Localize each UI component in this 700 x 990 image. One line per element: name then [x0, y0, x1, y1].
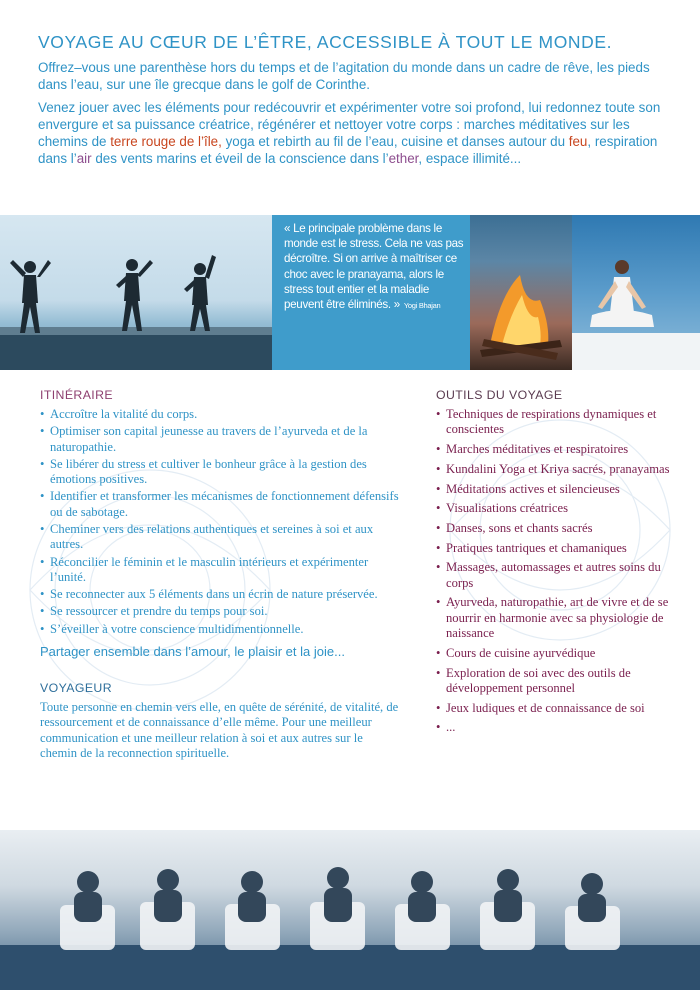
dancers-illustration [0, 215, 272, 370]
quote-author: Yogi Bhajan [403, 301, 441, 311]
list-item: • Se reconnecter aux 5 éléments dans un écrin de nature préservée. [40, 587, 405, 602]
list-item: • Se ressourcer et prendre du temps pour soi. [40, 604, 405, 619]
left-column [40, 388, 405, 761]
element-air: air [76, 151, 92, 166]
voyageur-text: Toute personne en chemin vers elle, en quête de sérénité, de vitalité, de ressourcement et de connaissance d’elle même. Pour une meilleur communication et une meilleur relation à soi et aux autres sur le chemin de la reconnection spirituelle. [40, 700, 399, 760]
list-item: • Identifier et transformer les mécanismes de fonctionnement défensifs ou de sabotage. [40, 489, 405, 520]
quote-body: « Le principale problème dans le monde est le stress. Cela ne vas pas décroître. Si on arrive à maîtriser ce choc avec le pranayama, alors le stress tout entier et la maladie peuvent être éliminés. » [284, 222, 464, 312]
list-item: • Visualisations créatrices [436, 501, 686, 516]
right-column [436, 388, 686, 740]
intro-text-part: des vents marins et éveil de la conscience dans l’ [91, 151, 389, 166]
itineraire-heading: ITINÉRAIRE [40, 388, 114, 402]
meditation-illustration [572, 215, 700, 370]
page-title: VOYAGE AU CŒUR DE L’ÊTRE, ACCESSIBLE À TOUT LE MONDE. [38, 32, 613, 52]
intro-text-part: , cuisine et danses autour du [393, 134, 569, 149]
outils-list [436, 407, 686, 736]
photo-band [0, 215, 700, 370]
list-item: • Jeux ludiques et de connaissance de soi [436, 701, 686, 716]
group-illustration [0, 830, 700, 990]
list-item: • Optimiser son capital jeunesse au travers de l’ayurveda et de la naturopathie. [40, 424, 405, 455]
list-item: • Méditations actives et silencieuses [436, 482, 686, 497]
list-item: • Ayurveda, naturopathie, art de vivre et de se nourrir en harmonie avec sa physiologie de naissance [436, 595, 686, 641]
element-terre: terre rouge de l’île, [110, 134, 222, 149]
list-item: • Marches méditatives et respiratoires [436, 442, 686, 457]
itineraire-list [40, 407, 405, 637]
intro-text-part: yoga et rebirth au fil de l’ [221, 134, 372, 149]
element-eau: eau [371, 134, 394, 149]
dancers-photo [0, 215, 272, 370]
group-in-water-photo [0, 830, 700, 990]
list-item: • Cours de cuisine ayurvédique [436, 646, 686, 661]
list-item: • Pratiques tantriques et chamaniques [436, 541, 686, 556]
intro-paragraph-2 [38, 99, 678, 167]
list-item: • Se libérer du stress et cultiver le bonheur grâce à la gestion des émotions positives. [40, 457, 405, 488]
list-item: • Accroître la vitalité du corps. [40, 407, 405, 422]
list-item: • Cheminer vers des relations authentiques et sereines à soi et aux autres. [40, 522, 405, 553]
list-item: • Kundalini Yoga et Kriya sacrés, pranayamas [436, 462, 686, 477]
itineraire-tagline: Partager ensemble dans l’amour, le plaisir et la joie... [40, 644, 345, 660]
campfire-illustration [470, 215, 572, 370]
quote-box [272, 215, 470, 370]
voyageur-heading: VOYAGEUR [40, 681, 112, 696]
element-feu: feu [568, 134, 588, 149]
list-item: • S’éveiller à votre conscience multidimentionnelle. [40, 622, 405, 637]
intro-text-part: , espace illimité... [418, 151, 522, 166]
intro-text-part: , respiration dans l’ [38, 134, 658, 166]
intro-section [38, 32, 678, 173]
list-item: • Danses, sons et chants sacrés [436, 521, 686, 536]
quote-text [284, 221, 464, 313]
list-item: • Massages, automassages et autres soins du corps [436, 560, 686, 591]
list-item: • ... [436, 720, 686, 735]
list-item: • Réconcilier le féminin et le masculin intérieurs et expérimenter l’unité. [40, 555, 405, 586]
outils-heading: OUTILS DU VOYAGE [436, 388, 563, 402]
campfire-photo [470, 215, 572, 370]
element-ether: ether [388, 151, 419, 166]
list-item: • Exploration de soi avec des outils de développement personnel [436, 666, 686, 697]
list-item: • Techniques de respirations dynamiques et conscientes [436, 407, 686, 438]
intro-text-part: Venez jouer avec les éléments pour redécouvrir et expérimenter votre soi profond, lui redonnez toute son envergure et sa puissance créatrice, régénérer et nettoyer votre corps : marches méditatives sur les chemins de [38, 100, 661, 149]
intro-paragraph-1: Offrez–vous une parenthèse hors du temps et de l’agitation du monde dans un cadre de rêve, les pieds dans l’eau, sur une île grecque dans le golf de Corinthe. [38, 60, 650, 92]
meditation-photo [572, 215, 700, 370]
